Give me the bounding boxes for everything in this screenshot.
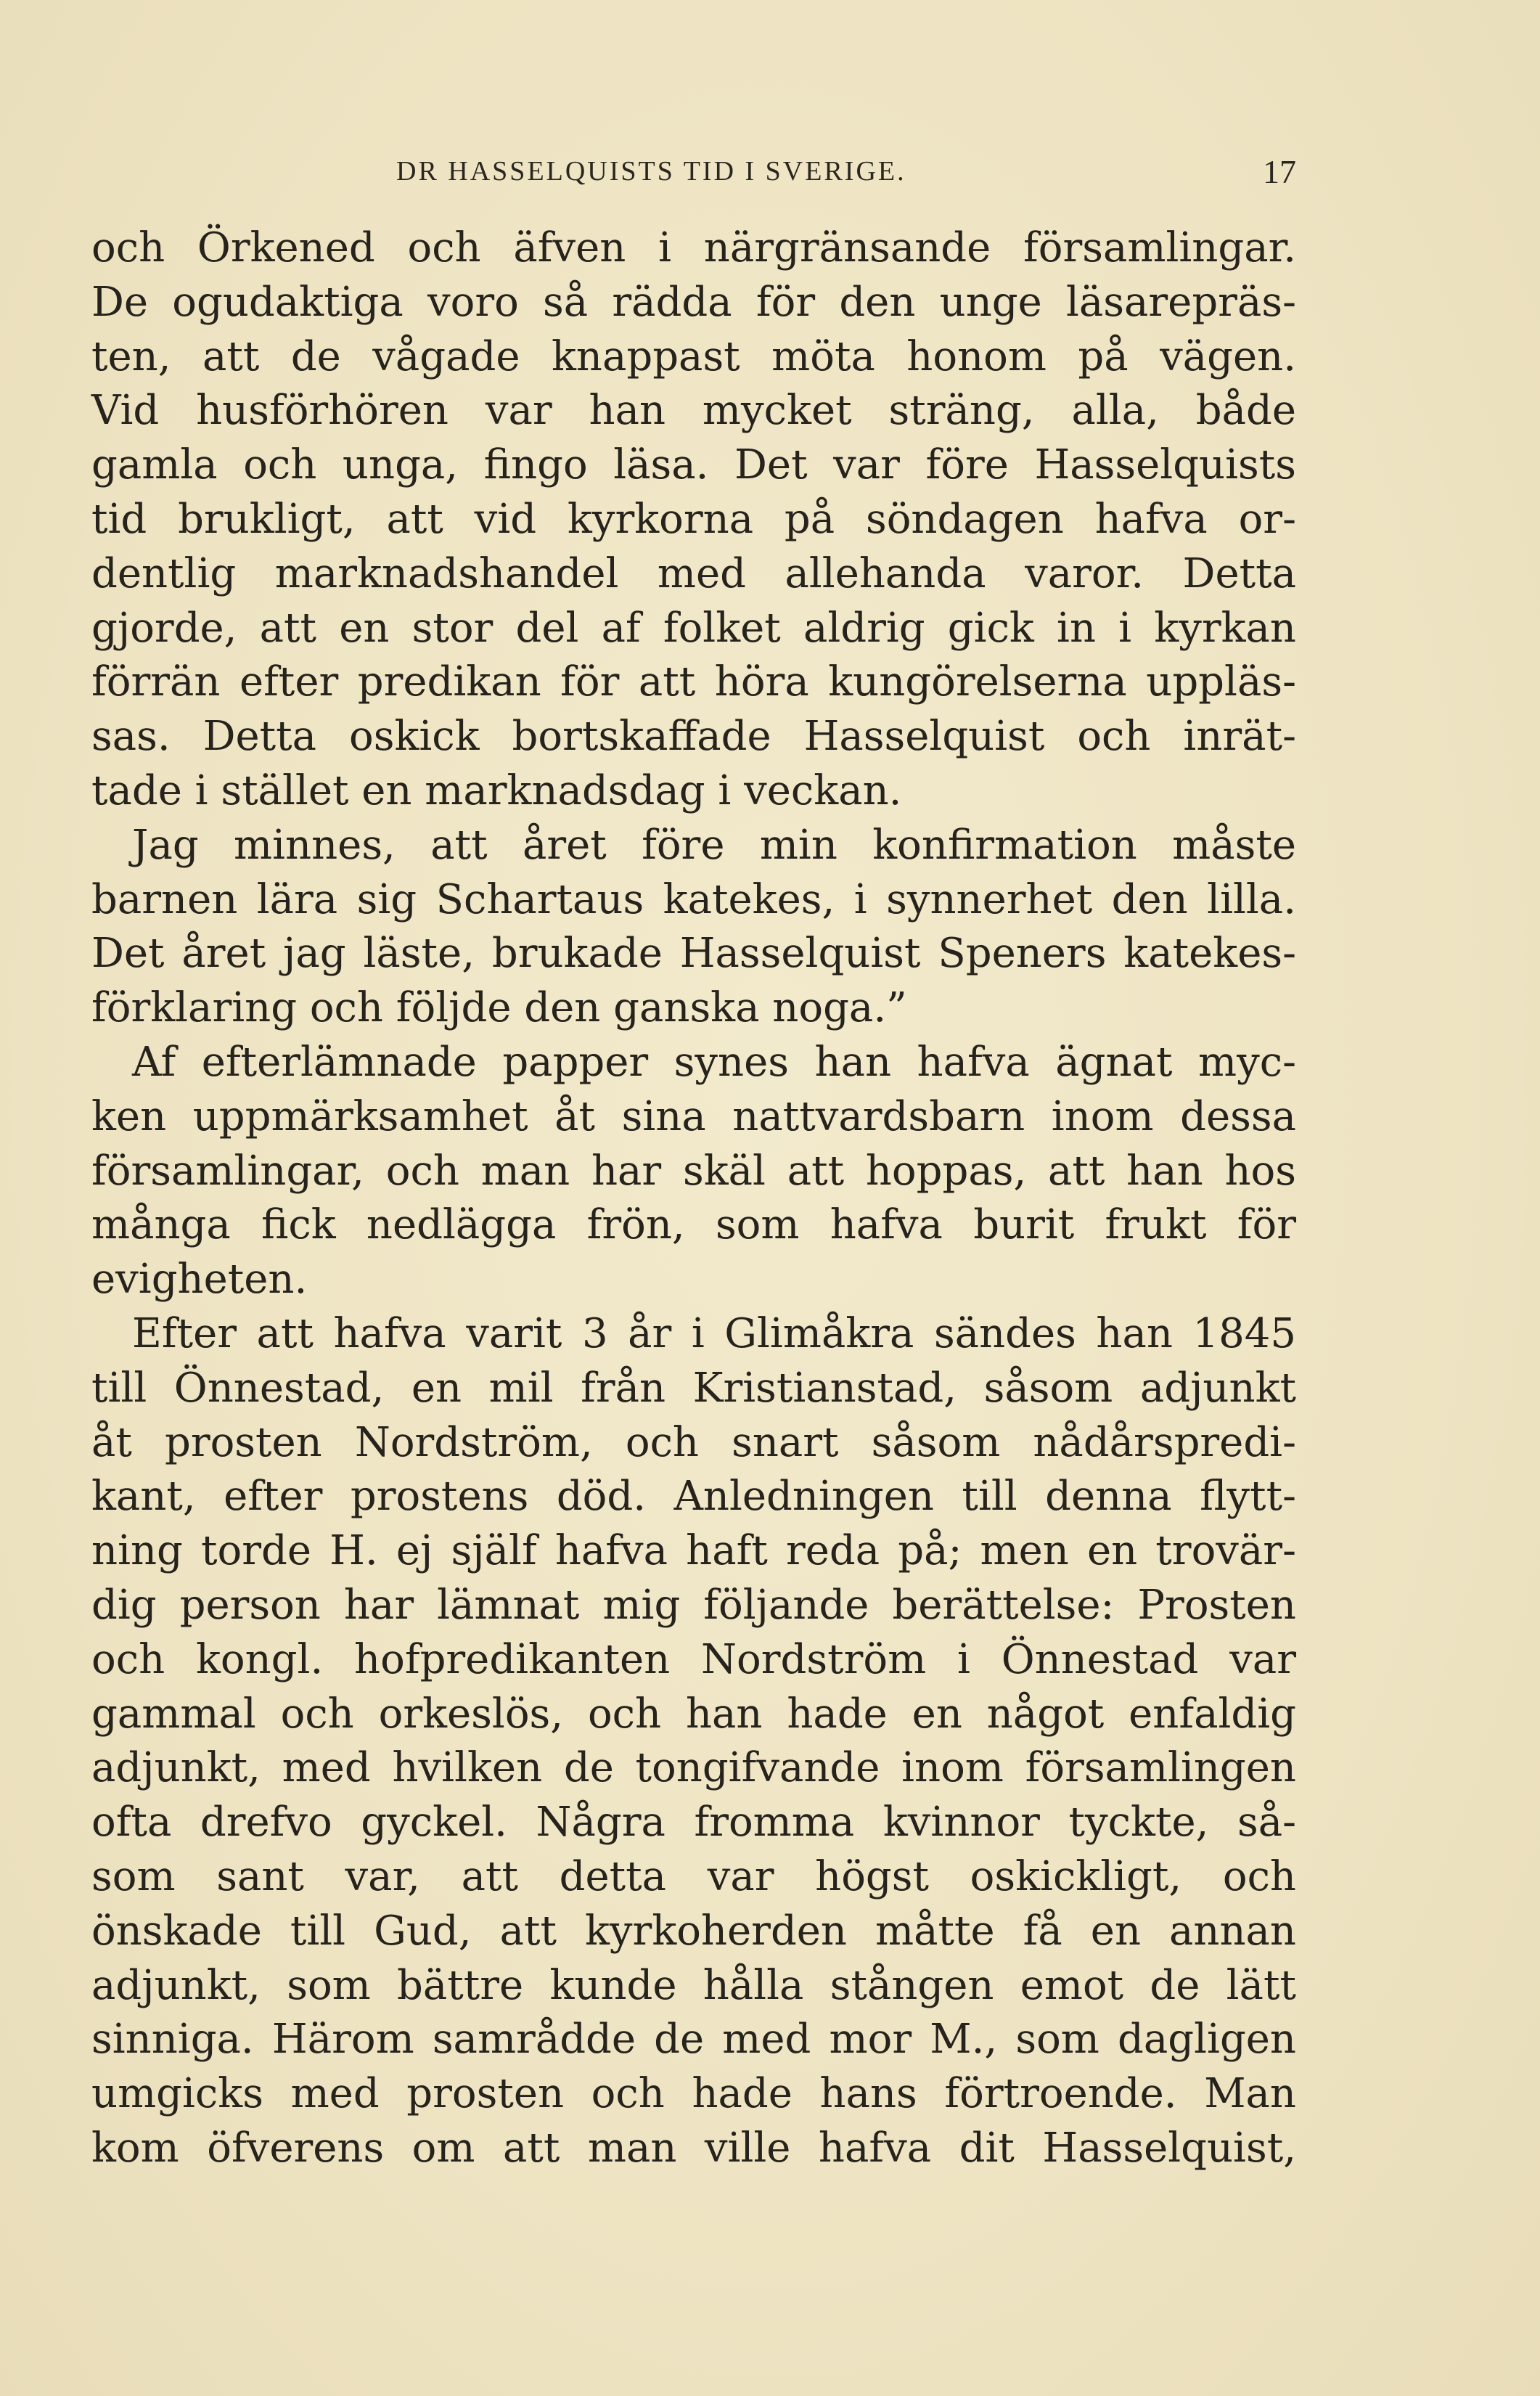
running-title: DR HASSELQUISTS TID I SVERIGE. — [396, 156, 906, 187]
text-line: ning torde H. ej själf hafva haft reda på; men en trovär- — [91, 1527, 1296, 1575]
text-line: församlingar, och man har skäl att hoppas, att han hos — [91, 1147, 1296, 1195]
text-line: adjunkt, med hvilken de tongifvande inom församlingen — [91, 1744, 1296, 1792]
text-line: förklaring och följde den ganska noga.” — [91, 984, 907, 1032]
text-line: gammal och orkeslös, och han hade en något enfaldig — [91, 1690, 1296, 1738]
text-line: som sant var, att detta var högst oskickligt, och — [91, 1852, 1296, 1900]
text-line: sas. Detta oskick bortskaffade Hasselquist och inrät- — [91, 713, 1296, 761]
text-line: ken uppmärksamhet åt sina nattvardsbarn inom dessa — [91, 1092, 1296, 1140]
paragraph — [91, 221, 1296, 819]
text-line: önskade till Gud, att kyrkoherden måtte få en annan — [91, 1907, 1296, 1955]
paragraph — [91, 1307, 1296, 2176]
text-line: kom öfverens om att man ville hafva dit Hasselquist, — [91, 2124, 1296, 2172]
text-line: De ogudaktiga voro så rädda för den unge läsarepräs- — [91, 278, 1296, 326]
body-text — [91, 221, 1296, 2176]
text-line: och Örkened och äfven i närgränsande församlingar. — [91, 224, 1296, 271]
text-line: Det året jag läste, brukade Hasselquist Speners katekes- — [91, 930, 1296, 978]
text-line: förrän efter predikan för att höra kungörelserna uppläs- — [91, 658, 1296, 706]
text-line: gjorde, att en stor del af folket aldrig gick in i kyrkan — [91, 604, 1296, 652]
text-line: åt prosten Nordström, och snart såsom nådårspredi- — [91, 1418, 1296, 1466]
text-line: och kongl. hofpredikanten Nordström i Önnestad var — [91, 1635, 1296, 1683]
text-line: Vid husförhören var han mycket sträng, alla, både — [91, 387, 1296, 435]
text-line: Jag minnes, att året före min konfirmation måste — [132, 821, 1296, 869]
paragraph — [91, 1036, 1296, 1307]
paragraph — [91, 819, 1296, 1036]
text-line: adjunkt, som bättre kunde hålla stången emot de lätt — [91, 1961, 1296, 2009]
page-number: 17 — [1263, 153, 1296, 190]
text-line: ofta drefvo gyckel. Några fromma kvinnor tyckte, så- — [91, 1799, 1296, 1847]
text-line: tade i stället en marknadsdag i veckan. — [91, 766, 902, 814]
text-line: sinniga. Härom samrådde de med mor M., som dagligen — [91, 2016, 1296, 2064]
text-line: umgicks med prosten och hade hans förtroende. Man — [91, 2070, 1296, 2118]
text-line: Af efterlämnade papper synes han hafva ägnat myc- — [132, 1038, 1296, 1086]
text-line: gamla och unga, fingo läsa. Det var före Hasselquists — [91, 441, 1296, 489]
text-line: tid brukligt, att vid kyrkorna på söndagen hafva or- — [91, 495, 1296, 543]
text-line: barnen lära sig Schartaus katekes, i synnerhet den lilla. — [91, 875, 1296, 923]
text-line: dentlig marknadshandel med allehanda varor. Detta — [91, 549, 1296, 597]
text-line: många fick nedlägga frön, som hafva burit frukt för — [91, 1201, 1296, 1249]
text-line: Efter att hafva varit 3 år i Glimåkra sändes han 1845 — [132, 1309, 1296, 1357]
text-line: kant, efter prostens död. Anledningen till denna flytt- — [91, 1473, 1296, 1521]
text-line: dig person har lämnat mig följande berättelse: Prosten — [91, 1581, 1296, 1629]
text-line: till Önnestad, en mil från Kristianstad, såsom adjunkt — [91, 1364, 1296, 1412]
running-head — [91, 155, 1296, 199]
text-line: ten, att de vågade knappast möta honom på vägen. — [91, 332, 1296, 380]
text-line: evigheten. — [91, 1256, 308, 1304]
